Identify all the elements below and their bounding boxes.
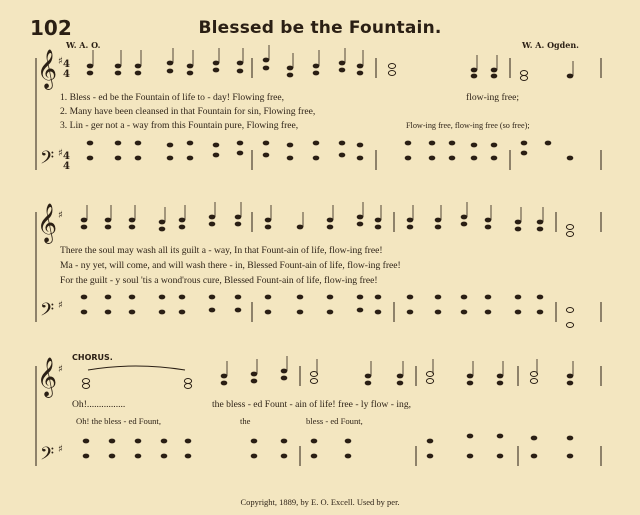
- svg-text:♯: ♯: [58, 210, 63, 221]
- bass-chorus-words-2: the: [240, 416, 251, 426]
- svg-text:♯: ♯: [58, 56, 63, 67]
- words-credit: W. A. O.: [66, 40, 101, 50]
- bass-clef-icon: 𝄢: [40, 148, 55, 173]
- bass-chorus-words-3: bless - ed Fount,: [306, 416, 363, 426]
- bass-clef-icon: 𝄢: [40, 300, 55, 325]
- bass-staff-3: [36, 446, 601, 466]
- svg-text:♯: ♯: [58, 148, 63, 159]
- svg-text:4: 4: [63, 161, 70, 172]
- hymn-title: Blessed be the Fountain.: [198, 18, 442, 38]
- music-credit: W. A. Ogden.: [522, 40, 579, 50]
- svg-text:♯: ♯: [58, 364, 63, 375]
- treble-clef-icon: 𝄞: [37, 357, 58, 397]
- verse-1-lyric-end: flow-ing free;: [466, 92, 520, 103]
- svg-text:♯: ♯: [58, 444, 63, 455]
- refrain-line-2: Ma - ny yet, will come, and will wash there - in, Blessed Fount-ain of life, flow-ing free!: [60, 260, 401, 271]
- bass-staff-1: [36, 150, 601, 170]
- refrain-line-3: For the guilt - y soul 'tis a wond'rous cure, Blessed Fount-ain of life, flow-ing free!: [60, 275, 378, 286]
- treble-clef-icon: 𝄞: [37, 49, 58, 89]
- bass-chorus-words: Oh! the bless - ed Fount,: [76, 416, 161, 426]
- verse-2-lyric: 2. Many have been cleansed in that Fountain for sin, Flowing free,: [60, 106, 316, 117]
- bass-clef-icon: 𝄢: [40, 444, 55, 469]
- verse-3-lyric: 3. Lin - ger not a - way from this Fountain pure, Flowing free,: [60, 120, 299, 131]
- svg-text:4: 4: [63, 151, 70, 162]
- chorus-label: CHORUS.: [72, 353, 113, 362]
- verse-1-lyric: 1. Bless - ed be the Fountain of life to - day! Flowing free,: [60, 92, 285, 103]
- chorus-lyric: the bless - ed Fount - ain of life! free - ly flow - ing,: [212, 399, 412, 410]
- refrain-line-1: There the soul may wash all its guilt a - way, In that Fount-ain of life, flow-ing free!: [60, 245, 383, 256]
- verse-3-lyric-end: Flow-ing free, flow-ing free (so free);: [406, 121, 530, 130]
- treble-clef-icon: 𝄞: [37, 203, 58, 243]
- svg-text:♯: ♯: [58, 300, 63, 311]
- page-number: 102: [30, 16, 72, 40]
- chorus-oh: Oh!................: [72, 399, 126, 410]
- copyright-notice: Copyright, 1889, by E. O. Excell. Used by per.: [240, 497, 400, 507]
- svg-text:4: 4: [63, 69, 70, 80]
- svg-text:4: 4: [63, 59, 70, 70]
- treble-staff-3: [36, 366, 601, 386]
